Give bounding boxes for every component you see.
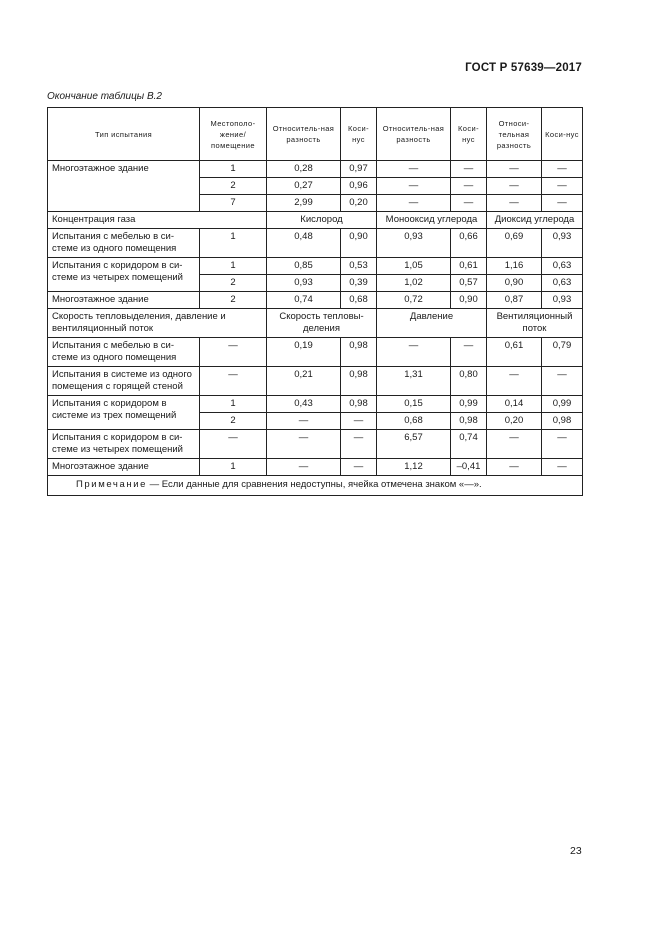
test-type-cell: Испытания с мебелью в си-стеме из одного помещения [48, 229, 200, 258]
value-cell: 0,15 [377, 396, 451, 413]
value-cell: — [542, 178, 583, 195]
location-cell: 2 [200, 178, 267, 195]
column-header: Коси-нус [451, 108, 487, 161]
value-cell: — [542, 161, 583, 178]
value-cell: — [267, 459, 341, 476]
value-cell: 0,74 [451, 430, 487, 459]
value-cell: 0,72 [377, 292, 451, 309]
data-table [47, 107, 583, 496]
value-cell: — [341, 413, 377, 430]
note-label: Примечание [76, 479, 147, 490]
document-code: ГОСТ Р 57639—2017 [465, 62, 582, 74]
table-row [48, 459, 583, 476]
value-cell: — [542, 430, 583, 459]
group-subheader: Кислород [267, 212, 377, 229]
value-cell: — [267, 413, 341, 430]
value-cell: 0,90 [451, 292, 487, 309]
column-header: Относи-тельная разность [487, 108, 542, 161]
location-cell: 7 [200, 195, 267, 212]
value-cell: — [487, 430, 542, 459]
value-cell: 0,97 [341, 161, 377, 178]
location-cell: 1 [200, 229, 267, 258]
group-label: Скорость тепловыделения, давление и вентиляционный поток [48, 309, 267, 338]
value-cell: 0,68 [341, 292, 377, 309]
table-row [48, 292, 583, 309]
value-cell: — [377, 161, 451, 178]
group-subheader: Скорость тепловы-деления [267, 309, 377, 338]
value-cell: 0,80 [451, 367, 487, 396]
column-header: Местополо-жение/помещение [200, 108, 267, 161]
value-cell: — [377, 178, 451, 195]
table-row [48, 396, 583, 413]
value-cell: 0,61 [487, 338, 542, 367]
page-number: 23 [570, 845, 582, 857]
test-type-cell: Многоэтажное здание [48, 459, 200, 476]
group-subheader: Диоксид углерода [487, 212, 583, 229]
test-type-cell: Испытания в системе из одного помещения с горящей стеной [48, 367, 200, 396]
value-cell: 0,21 [267, 367, 341, 396]
value-cell: 0,63 [542, 275, 583, 292]
value-cell: — [341, 459, 377, 476]
location-cell: 2 [200, 292, 267, 309]
value-cell: — [451, 338, 487, 367]
column-header: Тип испытания [48, 108, 200, 161]
test-type-cell: Многоэтажное здание [48, 292, 200, 309]
value-cell: 0,85 [267, 258, 341, 275]
value-cell: 1,05 [377, 258, 451, 275]
value-cell: 0,98 [451, 413, 487, 430]
value-cell: 0,43 [267, 396, 341, 413]
value-cell: — [377, 195, 451, 212]
value-cell: 0,99 [542, 396, 583, 413]
table-caption: Окончание таблицы В.2 [47, 91, 162, 102]
value-cell: — [487, 161, 542, 178]
value-cell: — [341, 430, 377, 459]
table-note-row [48, 476, 583, 496]
value-cell: — [542, 367, 583, 396]
value-cell: — [487, 367, 542, 396]
table-row [48, 161, 583, 178]
value-cell: 0,20 [341, 195, 377, 212]
value-cell: — [451, 161, 487, 178]
value-cell: — [267, 430, 341, 459]
value-cell: 0,61 [451, 258, 487, 275]
value-cell: 0,63 [542, 258, 583, 275]
value-cell: — [487, 459, 542, 476]
table-header-row [48, 108, 583, 161]
value-cell: 0,98 [542, 413, 583, 430]
test-type-cell: Испытания с коридором в си-стеме из четырех помещений [48, 430, 200, 459]
group-subheader: Монооксид углерода [377, 212, 487, 229]
column-header: Коси-нус [542, 108, 583, 161]
table-row [48, 367, 583, 396]
value-cell: 0,93 [542, 229, 583, 258]
group-label: Концентрация газа [48, 212, 267, 229]
group-subheader: Вентиляционный поток [487, 309, 583, 338]
location-cell: — [200, 338, 267, 367]
value-cell: –0,41 [451, 459, 487, 476]
value-cell: — [487, 178, 542, 195]
location-cell: 1 [200, 459, 267, 476]
value-cell: 0,93 [267, 275, 341, 292]
value-cell: 0,19 [267, 338, 341, 367]
value-cell: 0,74 [267, 292, 341, 309]
value-cell: 0,98 [341, 396, 377, 413]
value-cell: 0,96 [341, 178, 377, 195]
value-cell: 1,02 [377, 275, 451, 292]
value-cell: 0,93 [377, 229, 451, 258]
location-cell: 1 [200, 161, 267, 178]
value-cell: 0,98 [341, 338, 377, 367]
location-cell: — [200, 367, 267, 396]
table-row [48, 338, 583, 367]
value-cell: — [451, 178, 487, 195]
value-cell: 0,99 [451, 396, 487, 413]
value-cell: 0,69 [487, 229, 542, 258]
value-cell: 0,48 [267, 229, 341, 258]
value-cell: 0,39 [341, 275, 377, 292]
location-cell: 1 [200, 396, 267, 413]
column-header: Относитель-ная разность [377, 108, 451, 161]
value-cell: — [542, 459, 583, 476]
value-cell: 0,87 [487, 292, 542, 309]
value-cell: 0,93 [542, 292, 583, 309]
test-type-cell: Испытания с мебелью в си-стеме из одного помещения [48, 338, 200, 367]
value-cell: 0,66 [451, 229, 487, 258]
location-cell: 2 [200, 413, 267, 430]
table-row [48, 258, 583, 275]
value-cell: 0,27 [267, 178, 341, 195]
value-cell: 1,31 [377, 367, 451, 396]
test-type-cell: Многоэтажное здание [48, 161, 200, 212]
test-type-cell: Испытания с коридором в системе из трех помещений [48, 396, 200, 430]
value-cell: — [487, 195, 542, 212]
value-cell: 0,68 [377, 413, 451, 430]
group-header-row [48, 212, 583, 229]
group-subheader: Давление [377, 309, 487, 338]
value-cell: — [377, 338, 451, 367]
value-cell: 2,99 [267, 195, 341, 212]
value-cell: 0,57 [451, 275, 487, 292]
value-cell: 6,57 [377, 430, 451, 459]
column-header: Относитель-ная разность [267, 108, 341, 161]
value-cell: 0,90 [341, 229, 377, 258]
value-cell: — [451, 195, 487, 212]
value-cell: 1,12 [377, 459, 451, 476]
table-row [48, 430, 583, 459]
value-cell: 0,53 [341, 258, 377, 275]
location-cell: — [200, 430, 267, 459]
value-cell: 0,14 [487, 396, 542, 413]
column-header: Коси-нус [341, 108, 377, 161]
group-header-row [48, 309, 583, 338]
value-cell: 0,90 [487, 275, 542, 292]
table-row [48, 229, 583, 258]
value-cell: — [542, 195, 583, 212]
value-cell: 0,20 [487, 413, 542, 430]
value-cell: 0,28 [267, 161, 341, 178]
value-cell: 0,79 [542, 338, 583, 367]
value-cell: 0,98 [341, 367, 377, 396]
test-type-cell: Испытания с коридором в си-стеме из четырех помещений [48, 258, 200, 292]
location-cell: 2 [200, 275, 267, 292]
note-text: — Если данные для сравнения недоступны, ячейка отмечена знаком «—». [147, 479, 482, 490]
table-note [48, 476, 583, 496]
location-cell: 1 [200, 258, 267, 275]
value-cell: 1,16 [487, 258, 542, 275]
